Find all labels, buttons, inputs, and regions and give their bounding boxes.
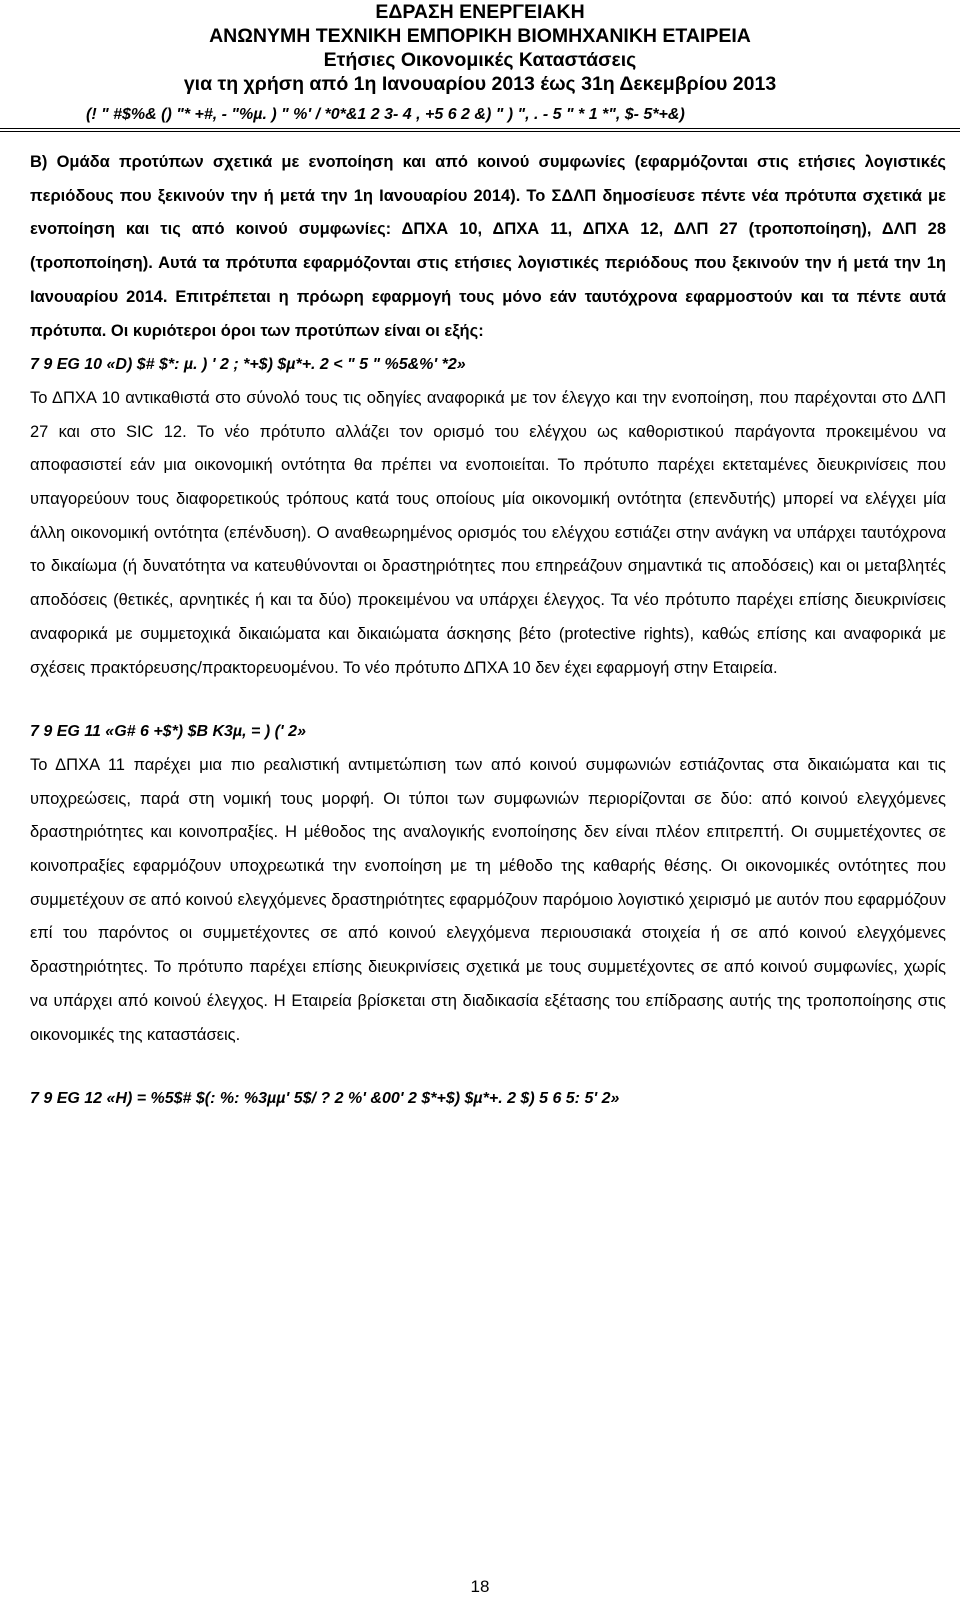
header-rule-top	[0, 128, 960, 129]
ifrs11-paragraph: Το ΔΠΧΑ 11 παρέχει μια πιο ρεαλιστική αντιμετώπιση των από κοινού συμφωνιών εστιάζοντας στα δικαιώματα και τις υποχρεώσεις, παρά στη νομική τους μορφή. Οι τύποι των συμφωνιών περιορίζονται σε δύο: από κοινού ελεγχόμενες δραστηριότητες και κοινοπραξίες. Η μέθοδος της αναλογικής ενοποίησης δεν είναι πλέον επιτρεπτή. Οι συμμετέχοντες σε κοινοπραξίες εφαρμόζουν υποχρεωτικά την ενοποίηση με τη μέθοδο της καθαρής θέσης. Οι οικονομικές οντότητες που συμμετέχουν σε από κοινού ελεγχόμενες δραστηριότητες εφαρμόζουν παρόμοιο λογιστικό χειρισμό με αυτόν που εφαρμόζουν επί του παρόντος οι συμμετέχοντες σε από κοινού ελεγχόμενα περιουσιακά στοιχεία ή σε από κοινού ελεγχόμενες δραστηριότητες. Το πρότυπο παρέχει επίσης διευκρινίσεις σχετικά με τους συμμετέχοντες σε από κοινού συμφωνίες, χωρίς να υπάρχει από κοινού έλεγχος. Η Εταιρεία βρίσκεται στη διαδικασία εξέτασης του επίδρασης αυτής της τροποποίησης στις οικονομικές της καταστάσεις.	[30, 755, 946, 1044]
reporting-period: για τη χρήση από 1η Ιανουαρίου 2013 έως 31η Δεκεμβρίου 2013	[183, 73, 777, 95]
ifrs11-heading: 7 9 EG 11 «G# 6 +$*) $B K3µ, = ) (' 2»	[30, 723, 306, 741]
intro-paragraph: Β) Ομάδα προτύπων σχετικά με ενοποίηση και από κοινού συμφωνίες (εφαρμόζονται στις ετήσιες λογιστικές περιόδους που ξεκινούν την ή μετά την 1η Ιανουαρίου 2014). Το ΣΔΛΠ δημοσίευσε πέντε νέα πρότυπα σχετικά με ενοποίηση και τις από κοινού συμφωνίες: ΔΠΧΑ 10, ΔΠΧΑ 11, ΔΠΧΑ 12, ΔΛΠ 27 (τροποποίηση), ΔΛΠ 28 (τροποποίηση). Αυτά τα πρότυπα εφαρμόζονται στις ετήσιες λογιστικές περιόδους που ξεκινούν την ή μετά την 1η Ιανουαρίου 2014. Επιτρέπεται η πρόωρη εφαρμογή τους μόνο εάν ταυτόχρονα εφαρμοστούν και τα πέντε αυτά πρότυπα. Οι κυριότεροι όροι των προτύπων είναι οι εξής:	[30, 153, 946, 340]
company-name: ΕΔΡΑΣΗ ΕΝΕΡΓΕΙΑΚΗ	[375, 1, 585, 23]
page-number: 18	[470, 1577, 490, 1596]
document-header	[0, 0, 960, 123]
company-legal-form: ΑΝΩΝΥΜΗ ΤΕΧΝΙΚΗ ΕΜΠΟΡΙΚΗ ΒΙΟΜΗΧΑΝΙΚΗ ΕΤΑΙΡΕΙΑ	[209, 25, 751, 47]
document-title: Ετήσιες Οικονομικές Καταστάσεις	[323, 49, 637, 71]
ifrs10-heading: 7 9 EG 10 «D) $# $*: µ. ) ' 2 ; *+$) $µ*+. 2 < " 5 " %5&%' *2»	[30, 356, 466, 374]
ifrs12-heading: 7 9 EG 12 «H) = %5$# $(: %: %3µµ' 5$/ ? 2 %' &00' 2 $*+$) $µ*+. 2 $) 5 6 5: 5' 2»	[30, 1090, 620, 1108]
document-body	[30, 146, 946, 1116]
ifrs10-paragraph: Το ΔΠΧΑ 10 αντικαθιστά στο σύνολό τους τις οδηγίες αναφορικά με τον έλεγχο και την ενοποίηση, που παρέχονται στο ΔΛΠ 27 και στο SIC 12. Το νέο πρότυπο αλλάζει τον ορισμό του ελέγχου ως καθοριστικού παράγοντα προκειμένου να αποφασιστεί εάν μια οικονομική οντότητα θα πρέπει να ενοποιείται. Το πρότυπο παρέχει εκτεταμένες διευκρινίσεις που υπαγορεύουν τους διαφορετικούς τρόπους κατά τους οποίους μία οικονομική οντότητα (επενδυτής) μπορεί να ελέγχει μία άλλη οικονομική οντότητα (επένδυση). Ο αναθεωρημένος ορισμός του ελέγχου εστιάζει στην ανάγκη να υπάρχει ταυτόχρονα το δικαίωμα (ή δυνατότητα να κατευθύνονται οι δραστηριότητες που επηρεάζουν σημαντικά τις αποδόσεις) και οι μεταβλητές αποδόσεις (θετικές, αρνητικές ή και τα δύο) προκειμένου να υπάρχει έλεγχος. Τα νέο πρότυπο παρέχει επίσης διευκρινίσεις αναφορικά με συμμετοχικά δικαιώματα και δικαιώματα άσκησης βέτο (protective rights), καθώς επίσης και αναφορικά με σχέσεις πρακτόρευσης/πρακτορευομένου. Το νέο πρότυπο ΔΠΧΑ 10 δεν έχει εφαρμογή στην Εταιρεία.	[30, 388, 946, 677]
header-rule-bottom	[0, 131, 960, 132]
spacer	[30, 685, 946, 715]
spacer	[30, 1052, 946, 1082]
header-subtitle-garbled: (! " #$%& () "* +#, - "%µ. ) " %' / *0*&1 2 3- 4 , +5 6 2 &) " ) ", . - 5 " * 1 *", $- 5*+&)	[86, 106, 685, 123]
